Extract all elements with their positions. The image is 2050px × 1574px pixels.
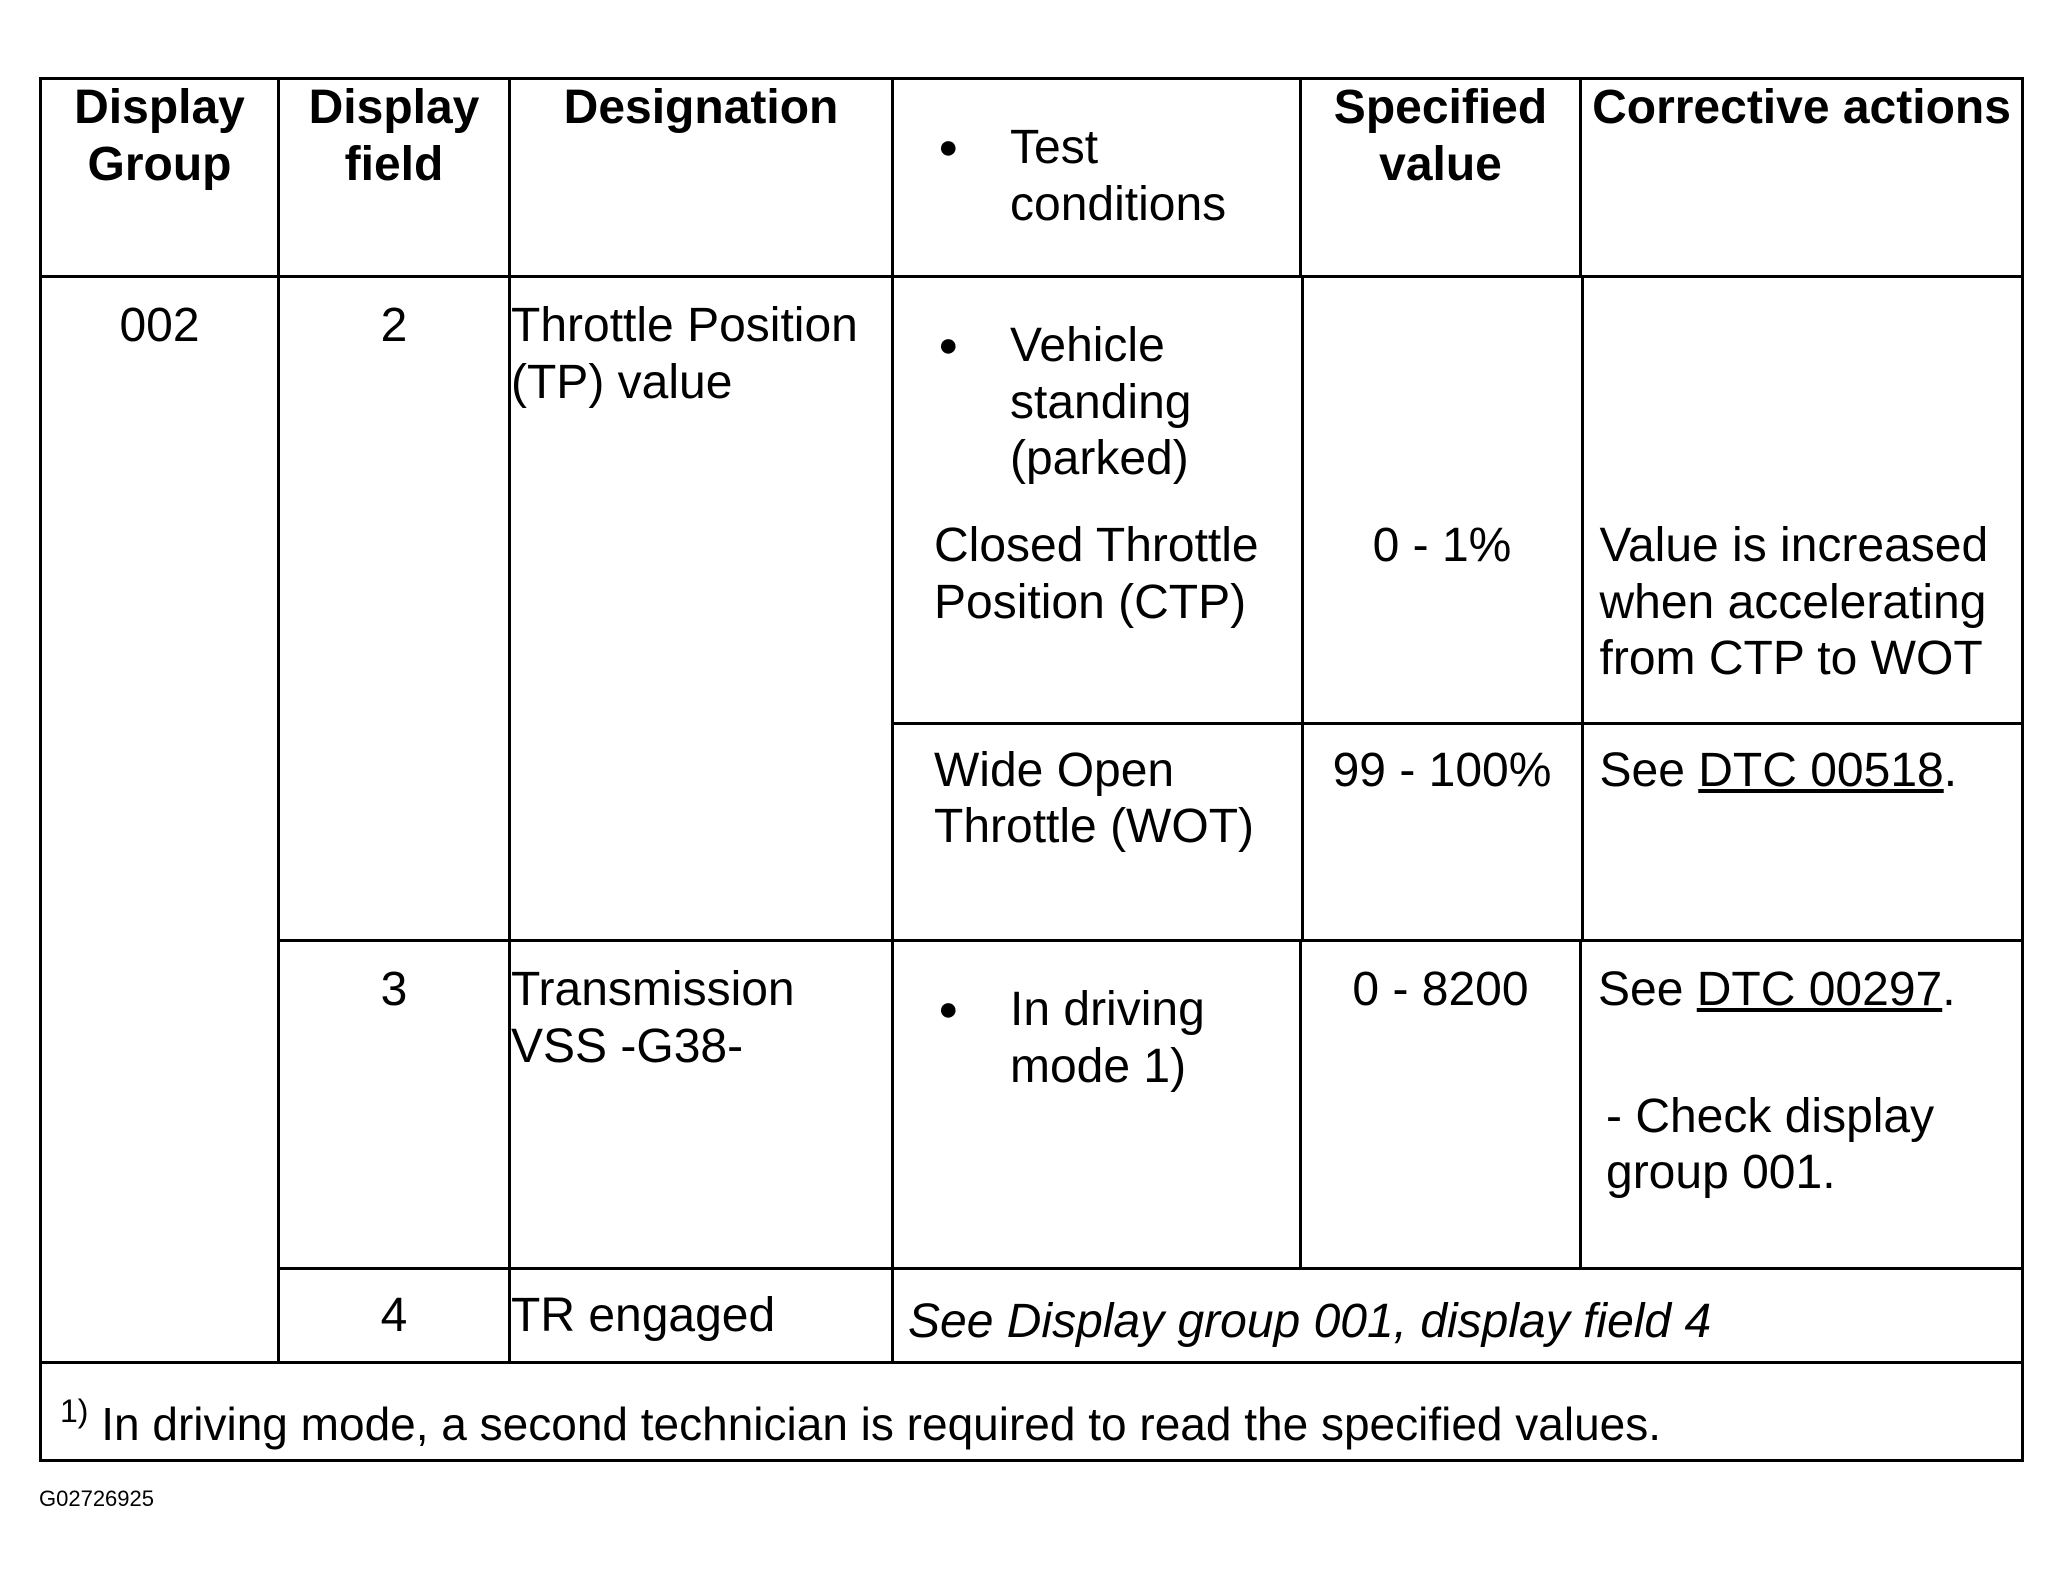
dtc-link[interactable]: DTC 00518: [1698, 743, 1944, 797]
footnote-text: In driving mode, a second technician is required to read the specified values.: [88, 1398, 1662, 1451]
action-note: - Check display group 001.: [1606, 1089, 1935, 1200]
figure-id: G02726925: [39, 1486, 154, 1511]
ctp-action-cell: Value is increased when accelerating from CTP to WOT: [1582, 518, 2024, 723]
bullet-icon: ●: [938, 990, 959, 1028]
designation-cell: TR engaged: [510, 1269, 893, 1363]
header-display-field: Display field: [279, 79, 510, 277]
bullet-icon: ●: [938, 326, 959, 364]
merged-note-cell: See Display group 001, display field 4: [893, 1269, 2023, 1363]
header-designation: Designation: [510, 79, 893, 277]
designation-cell: Throttle Position (TP) value: [510, 277, 893, 941]
display-group-cell: 002: [41, 277, 279, 1363]
corrective-action-cell: See DTC 00297. - Check display group 001.: [1581, 941, 2023, 1269]
header-corrective-actions: Corrective actions: [1581, 79, 2023, 277]
header-test-conditions: ● Test conditions: [893, 79, 1301, 277]
table-row: [41, 941, 2023, 1269]
wot-condition-cell: Wide Open Throttle (WOT): [934, 743, 1254, 854]
header-specified-value: Specified value: [1301, 79, 1581, 277]
table-row: [41, 1269, 2023, 1363]
tp-subgrid-cell: [893, 277, 2023, 941]
test-condition-cell: ● In driving mode 1): [893, 941, 1301, 1269]
ctp-condition-cell: Closed Throttle Position (CTP): [894, 518, 1302, 723]
footnote-row: [41, 1363, 2023, 1461]
display-field-cell: 3: [279, 941, 510, 1269]
specified-value-cell: 0 - 8200: [1301, 941, 1581, 1269]
bullet-icon: ●: [938, 128, 959, 166]
header-row: [41, 79, 2023, 277]
display-field-cell: 4: [279, 1269, 510, 1363]
wot-action-cell: See DTC 00518.: [1582, 723, 2024, 939]
footnote-cell: [41, 1363, 2023, 1461]
spec-table-wrapper: [39, 77, 2021, 1462]
table-row: [41, 277, 2023, 941]
display-field-cell: 2: [279, 277, 510, 941]
designation-cell: Transmission VSS -G38-: [510, 941, 893, 1269]
spec-table: [39, 77, 2024, 1462]
footnote-marker: 1): [60, 1393, 89, 1430]
dtc-link[interactable]: DTC 00297: [1696, 963, 1943, 1016]
test-condition-cell: ● Vehicle standing (parked): [894, 278, 1302, 518]
header-display-group: Display Group: [41, 79, 279, 277]
ctp-value-cell: 0 - 1%: [1302, 518, 1582, 723]
wot-value-cell: 99 - 100%: [1302, 723, 1582, 939]
